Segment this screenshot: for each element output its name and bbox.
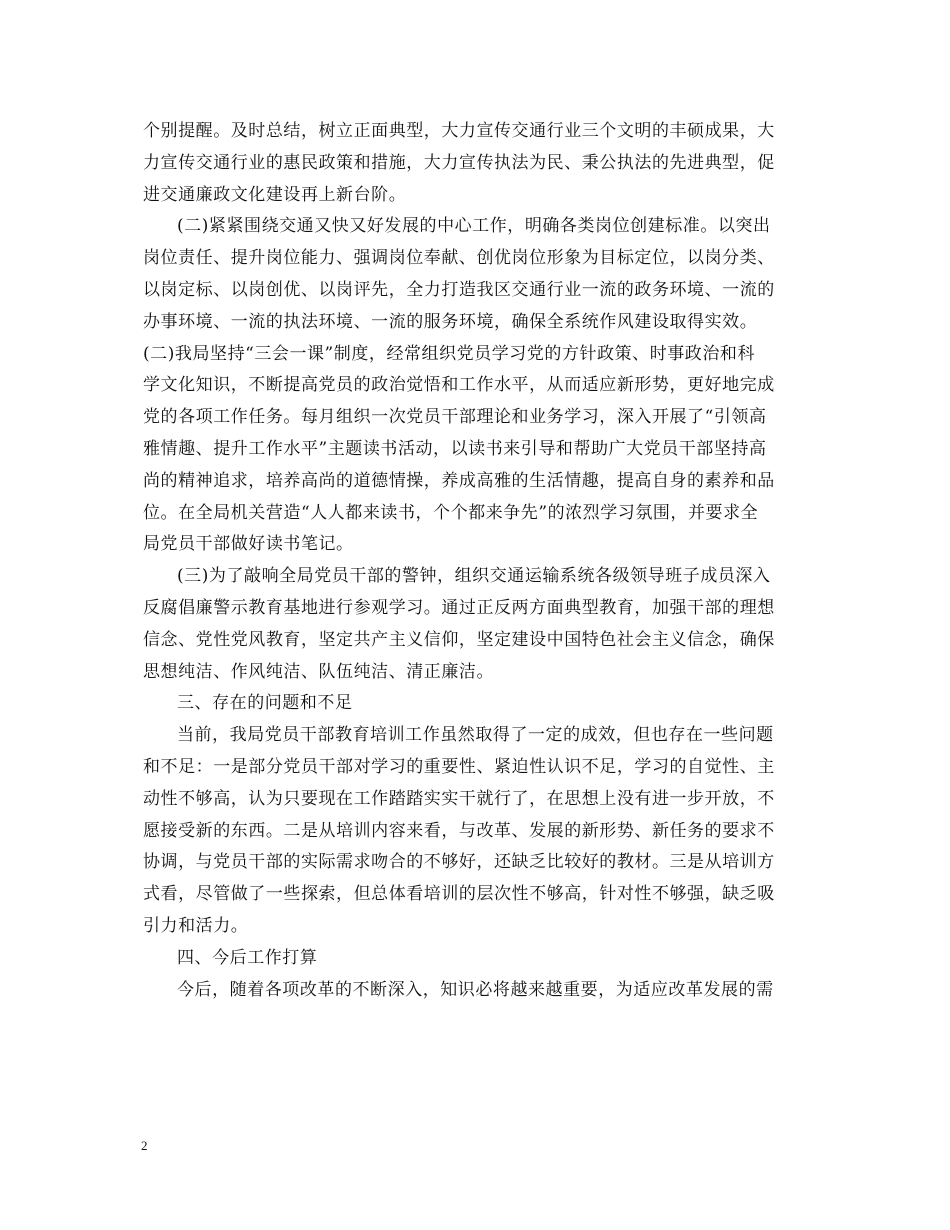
text-line: 以岗定标、以岗创优、以岗评先，全力打造我区交通行业一流的政务环境、一流的 bbox=[143, 279, 775, 300]
text-line: 岗位责任、提升岗位能力、强调岗位奉献、创优岗位形象为目标定位，以岗分类、 bbox=[143, 248, 775, 269]
text-line: 尚的精神追求，培养高尚的道德情操，养成高雅的生活情趣，提高自身的素养和品 bbox=[143, 470, 775, 491]
text-line: 协调，与党员干部的实际需求吻合的不够好，还缺乏比较好的教材。三是从培训方 bbox=[143, 852, 775, 873]
text-line: 个别提醒。及时总结，树立正面典型，大力宣传交通行业三个文明的丰硕成果，大 bbox=[143, 121, 775, 141]
text-line: 今后，随着各项改革的不断深入，知识必将越来越重要，为适应改革发展的需 bbox=[177, 979, 774, 1000]
text-line: 和不足：一是部分党员干部对学习的重要性、紧迫性认识不足，学习的自觉性、主 bbox=[143, 756, 775, 777]
text-line: (二)我局坚持“三会一课”制度，经常组织党员学习党的方针政策、时事政治和科 bbox=[143, 343, 755, 364]
text-line: 思想纯洁、作风纯洁、队伍纯洁、清正廉洁。 bbox=[143, 661, 494, 682]
text-line: 信念、党性党风教育，坚定共产主义信仰，坚定建设中国特色社会主义信念，确保 bbox=[143, 629, 775, 650]
body-text bbox=[143, 116, 813, 1006]
text-line: 引力和活力。 bbox=[143, 915, 249, 936]
text-line: 当前，我局党员干部教育培训工作虽然取得了一定的成效，但也存在一些问题 bbox=[177, 725, 774, 746]
text-line: 三、存在的问题和不足 bbox=[177, 693, 353, 714]
text-line: 动性不够高，认为只要现在工作踏踏实实干就行了，在思想上没有进一步开放，不 bbox=[143, 788, 775, 809]
text-line: 愿接受新的东西。二是从培训内容来看，与改革、发展的新形势、新任务的要求不 bbox=[143, 820, 775, 841]
text-line: 位。在全局机关营造“人人都来读书，个个都来争先”的浓烈学习氛围，并要求全 bbox=[143, 502, 759, 523]
text-line: (三)为了敲响全局党员干部的警钟，组织交通运输系统各级领导班子成员深入 bbox=[177, 566, 771, 587]
page-number: 2 bbox=[141, 1138, 148, 1153]
text-line: 党的各项工作任务。每月组织一次党员干部理论和业务学习，深入开展了“引领高 bbox=[143, 407, 767, 428]
text-line: 四、今后工作打算 bbox=[177, 947, 318, 968]
text-line: 雅情趣、提升工作水平”主题读书活动，以读书来引导和帮助广大党员干部坚持高 bbox=[143, 438, 767, 459]
text-line: 学文化知识，不断提高党员的政治觉悟和工作水平，从而适应新形势，更好地完成 bbox=[143, 375, 775, 396]
text-line: 反腐倡廉警示教育基地进行参观学习。通过正反两方面典型教育，加强干部的理想 bbox=[143, 597, 775, 618]
text-line: 进交通廉政文化建设再上新台阶。 bbox=[143, 184, 407, 205]
text-line: (二)紧紧围绕交通又快又好发展的中心工作，明确各类岗位创建标准。以突出 bbox=[177, 216, 771, 237]
text-line: 局党员干部做好读书笔记。 bbox=[143, 534, 354, 555]
text-line: 式看，尽管做了一些探索，但总体看培训的层次性不够高，针对性不够强，缺乏吸 bbox=[143, 884, 775, 905]
text-line: 力宣传交通行业的惠民政策和措施，大力宣传执法为民、秉公执法的先进典型，促 bbox=[143, 152, 775, 173]
text-line: 办事环境、一流的执法环境、一流的服务环境，确保全系统作风建设取得实效。 bbox=[143, 311, 758, 332]
